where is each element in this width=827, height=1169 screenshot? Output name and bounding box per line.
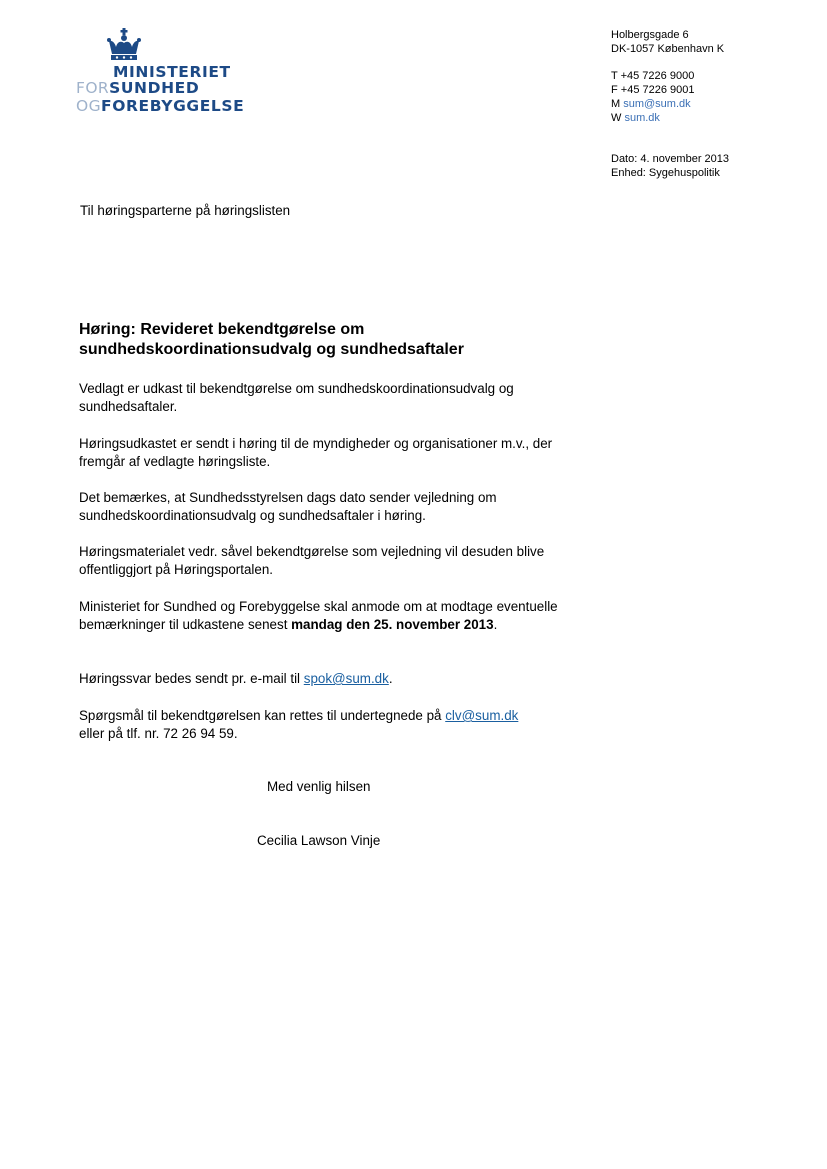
sender-fax-row xyxy=(611,83,729,97)
deadline-end: . xyxy=(493,617,498,632)
reply-end: . xyxy=(388,671,393,686)
deadline-date: mandag den 25. november 2013 xyxy=(291,617,494,632)
web-link[interactable]: sum.dk xyxy=(624,112,660,124)
logo-line-sundhed xyxy=(76,79,199,97)
sender-phone-row xyxy=(611,69,729,83)
paragraph-deadline xyxy=(79,598,579,634)
logo-prefix-og: OG xyxy=(76,97,102,115)
subject-line-1: Høring: Revideret bekendtgørelse om xyxy=(79,321,365,338)
sender-info xyxy=(611,28,729,180)
signature-name: Cecilia Lawson Vinje xyxy=(257,833,381,848)
paragraph-reply-email xyxy=(79,670,579,688)
crown-icon xyxy=(106,28,142,62)
paragraph-draft: Vedlagt er udkast til bekendtgørelse om sundhedskoordinationsudvalg og sundhedsaftaler. xyxy=(79,381,514,414)
closing: Med venlig hilsen xyxy=(267,779,371,794)
subject-line-2: sundhedskoordinationsudvalg og sundhedsaftaler xyxy=(79,341,464,358)
sender-web-row xyxy=(611,111,729,125)
paragraph-questions xyxy=(79,707,579,743)
questions-phone: eller på tlf. nr. 72 26 94 59. xyxy=(79,726,238,741)
logo-word-sundhed: SUNDHED xyxy=(109,79,200,97)
fax-label: F xyxy=(611,84,618,96)
reply-email-link[interactable]: spok@sum.dk xyxy=(303,671,389,686)
logo-word-forebyggelse: FOREBYGGELSE xyxy=(101,97,245,115)
letter-subject xyxy=(79,320,464,360)
paragraph-consultation: Høringsudkastet er sendt i høring til de myndigheder og organisationer m.v., der fremgår af vedlagte høringsliste. xyxy=(79,436,553,469)
mail-label: M xyxy=(611,98,621,110)
contact-email-link[interactable]: clv@sum.dk xyxy=(445,708,519,723)
letter-unit: Enhed: Sygehuspolitik xyxy=(611,167,720,179)
fax-number: +45 7226 9001 xyxy=(620,84,695,96)
addressee: Til høringsparterne på høringslisten xyxy=(80,203,291,218)
letter-date: Dato: 4. november 2013 xyxy=(611,153,730,165)
logo-line-ministeriet: MINISTERIET xyxy=(113,63,231,81)
questions-text: Spørgsmål til bekendtgørelsen kan rettes til undertegnede på xyxy=(79,708,446,723)
sender-mail-row xyxy=(611,97,729,111)
sender-city: DK-1057 København K xyxy=(611,43,725,55)
logo-prefix-for: FOR xyxy=(76,79,110,97)
sender-street: Holbergsgade 6 xyxy=(611,29,689,41)
deadline-text: Ministeriet for Sundhed og Forebyggelse skal anmode om at modtage eventuelle bemærkninger til udkastene senest xyxy=(79,599,558,632)
phone-label: T xyxy=(611,70,618,82)
web-label: W xyxy=(611,112,622,124)
paragraph-guidance: Det bemærkes, at Sundhedsstyrelsen dags dato sender vejledning om sundhedskoordinationsudvalg og sundhedsaftaler i høring. xyxy=(79,490,497,523)
phone-number: +45 7226 9000 xyxy=(620,70,695,82)
mail-link[interactable]: sum@sum.dk xyxy=(623,98,691,110)
ministry-logo xyxy=(76,28,256,120)
logo-line-forebyggelse xyxy=(76,97,244,115)
reply-text: Høringssvar bedes sendt pr. e-mail til xyxy=(79,671,304,686)
paragraph-publication: Høringsmaterialet vedr. såvel bekendtgørelse som vejledning vil desuden blive offentliggjort på Høringsportalen. xyxy=(79,544,545,577)
